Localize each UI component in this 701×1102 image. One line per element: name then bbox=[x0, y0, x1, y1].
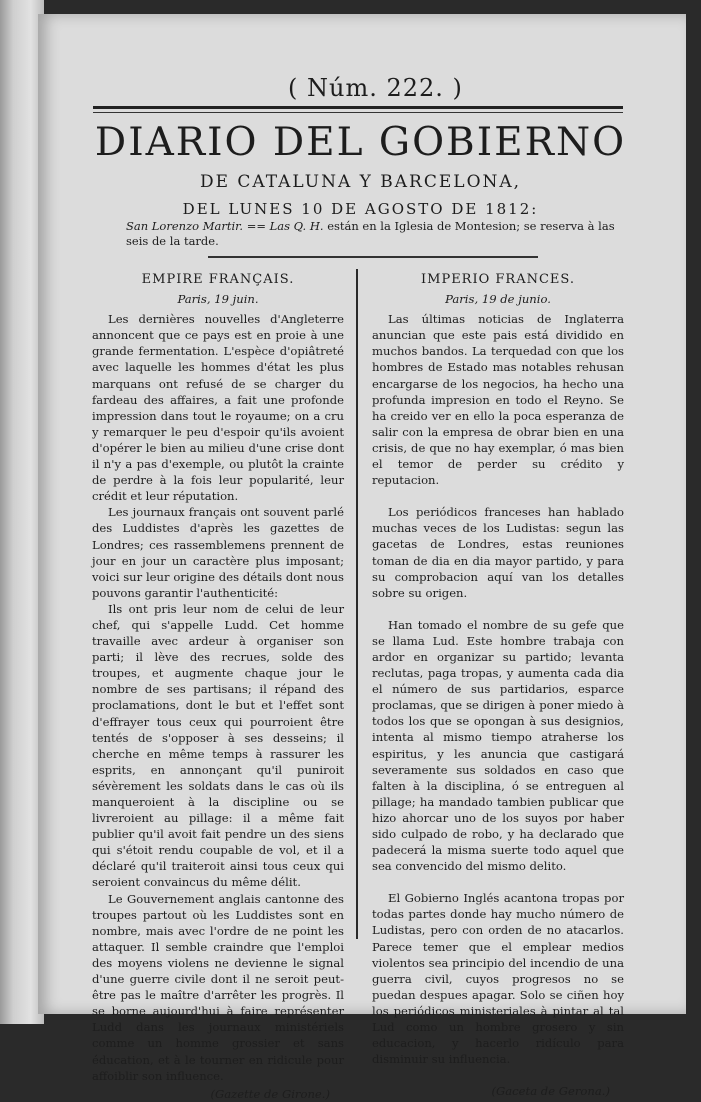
issue-number: ( Núm. 222. ) bbox=[288, 74, 463, 102]
french-paragraph-1: Les dernières nouvelles d'Angleterre annoncent que ce pays est en proie à une grande fermentation. L'espèce d'opiâtreté avec laquelle les hommes d'état les plus marquans ont refusé de se charger du fardeau des affaires, a fait une profonde impression dans tout le royaume; on a cru y remarquer le peu d'espoir qu'ils avoient d'opérer le bien au milieu d'une crise dont il n'y a pas d'exemple, ou plutôt la crainte de perdre à la fois leur popularité, leur crédit et leur réputation. bbox=[92, 312, 344, 504]
header-divider bbox=[208, 256, 538, 258]
issue-date: DEL LUNES 10 DE AGOSTO DE 1812: bbox=[182, 200, 539, 218]
spanish-paragraph-4: El Gobierno Inglés acantona tropas por todas partes donde hay mucho número de Ludistas, pero con orden de no atacarlos. Parece temer que el emplear medios violentos sea principio del incendio de una guerra civil, cuyos progresos no se puedan despues apagar. Solo se ciñen hoy los periódicos ministeriales à pintar al tal Lud como un hombre grosero y sin educacion, y hacerlo ridículo para disminuir su influencia. bbox=[372, 891, 624, 1067]
spanish-paragraph-1: Las últimas noticias de Inglaterra anuncian que este pais está dividido en muchos bandos. La terquedad con que los hombres de Estado mas notables rehusan encargarse de los negocios, ha hecho una profunda impresion en todo el Reyno. Se ha creido ver en ello la poca esperanza de salir con la empresa de obrar bien en una crisis, de que no hay exemplar, ó mas bien el temor de perder su crédito y reputacion. bbox=[372, 312, 624, 488]
french-dateline: Paris, 19 juin. bbox=[177, 292, 259, 307]
notice-separator: == bbox=[246, 219, 266, 233]
french-paragraph-3: Ils ont pris leur nom de celui de leur chef, qui s'appelle Ludd. Cet homme travaille avec ardeur à organiser son parti; il lève des recrues, solde des troupes, et augmente chaque jour le nombre de ses partisans; il répand des proclamations, dont le but et l'effet sont d'effrayer tous ceux qui pourroient être tentés de s'opposer à ses desseins; il cherche en même temps à rassurer les esprits, en annonçant qu'il puniroit sévèrement les soldats dans le cas où ils manqueroient à la discipline ou se livreroient au pillage: il a même fait publier qu'il avoit fait pendre un des siens qui s'étoit rendu coupable de vol, et il a déclaré qu'il traiteroit ainsi tous ceux qui seroient convaincus du même délit. bbox=[92, 601, 344, 890]
spanish-heading: IMPERIO FRANCES. bbox=[421, 272, 575, 287]
french-source: (Gazette de Girone.) bbox=[210, 1086, 330, 1101]
spanish-paragraph-3: Han tomado el nombre de su gefe que se llama Lud. Este hombre trabaja con ardor en organizar su partido; levanta reclutas, paga tropas, y aumenta cada dia el número de sus partidarios, esparce proclamas, que se dirigen à poner miedo à todos los que se opongan à sus designios, intenta al mismo tiempo atraherse los espiritus, y les anuncia que castigará severamente sus soldados en caso que falten à la disciplina, ó se entreguen al pillage; ha mandado tambien publicar que hizo ahorcar uno de los suyos por haber sido culpado de robo, y ha declarado que padecerá la misma suerte todo aquel que sea convencido del mismo delito. bbox=[372, 617, 624, 874]
column-divider bbox=[356, 269, 358, 939]
notice-text: están en la Iglesia de Montesion; se reserva à las seis de la tarde. bbox=[126, 219, 615, 248]
saint-of-day: San Lorenzo Martir. bbox=[126, 219, 244, 233]
daily-notice bbox=[126, 219, 636, 249]
french-column bbox=[92, 264, 344, 1102]
spanish-column bbox=[372, 264, 624, 1099]
spanish-dateline: Paris, 19 de junio. bbox=[445, 292, 551, 307]
masthead-rule-thin bbox=[93, 112, 623, 113]
spanish-source: (Gaceta de Gerona.) bbox=[491, 1084, 610, 1099]
quarant-hours: Las Q. H. bbox=[269, 219, 324, 233]
newspaper-title: DIARIO DEL GOBIERNO bbox=[94, 120, 627, 165]
spanish-paragraph-2: Los periódicos franceses han hablado muchas veces de los Ludistas: segun las gacetas de Londres, estas reuniones toman de dia en dia mayor partido, y para su comprobacion aquí van los detalles sobre su origen. bbox=[372, 505, 624, 600]
french-paragraph-4: Le Gouvernement anglais cantonne des troupes partout où les Luddistes sont en nombre, mais avec l'ordre de ne point les attaquer. Il semble craindre que l'emploi des moyens violens ne devienne le signal d'une guerre civile dont il ne seroit peut-être pas le maître d'arrêter les progrès. Il se borne aujourd'hui à faire représenter Ludd dans les journaux ministériels comme un homme grossier et sans éducation, et à le tourner en ridicule pour affoiblir son influence. bbox=[92, 891, 344, 1083]
french-heading: EMPIRE FRANÇAIS. bbox=[141, 272, 295, 287]
french-paragraph-2: Les journaux français ont souvent parlé des Luddistes d'après les gazettes de Londres; ces rassemblemens prennent de jour en jour un caractère plus imposant; voici sur leur origine des détails dont nous pouvons garantir l'authenticité: bbox=[92, 505, 344, 600]
newspaper-page bbox=[38, 14, 686, 1101]
newspaper-subtitle: DE CATALUNA Y BARCELONA, bbox=[199, 172, 522, 192]
masthead-rule-thick bbox=[93, 106, 623, 109]
